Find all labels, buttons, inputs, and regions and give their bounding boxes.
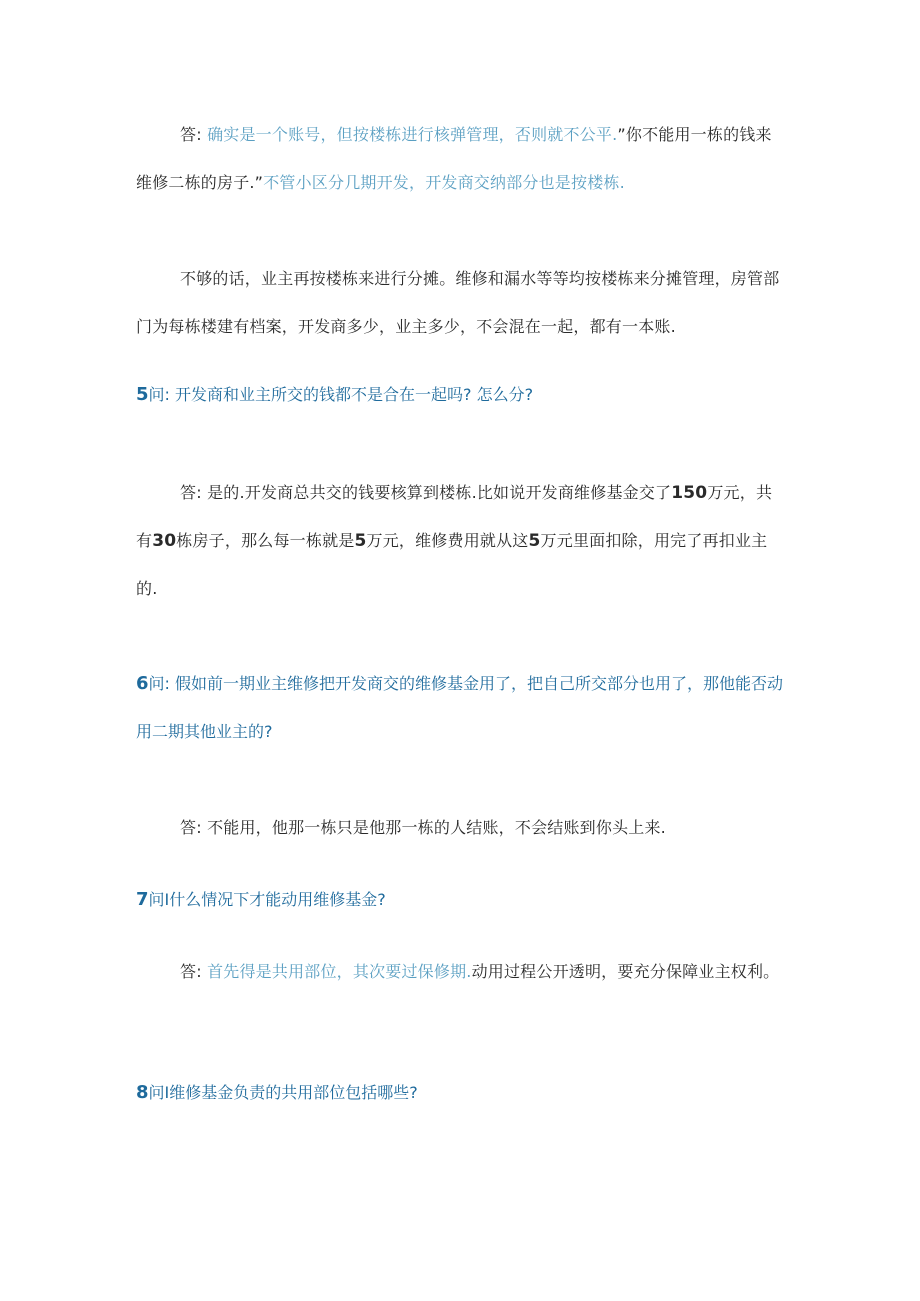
answer-paragraph-4 — [136, 111, 784, 207]
answer-6: 答: 不能用，他那一栋只是他那一栋的人结账，不会结账到你头上来. — [180, 818, 666, 837]
highlighted-text: 确实是一个账号，但按楼栋进行核弹管理，否则就不公平. — [207, 125, 618, 144]
question-number: 7 — [136, 889, 149, 910]
question-number: 5 — [136, 384, 149, 405]
answer-5 — [136, 469, 784, 613]
answer-prefix: 答: — [180, 125, 208, 144]
question-text: 问I什么情况下才能动用维修基金? — [148, 890, 386, 909]
continuation-paragraph: 不够的话，业主再按楼栋来进行分摊。维修和漏水等等均按楼栋来分摊管理，房管部门为每栋楼建有档案，开发商多少，业主多少，不会混在一起，都有一本账. — [136, 269, 780, 336]
highlighted-text: 不管小区分几期开发，开发商交纳部分也是按楼栋. — [263, 173, 625, 192]
building-count: 30 — [152, 531, 177, 551]
answer-7 — [136, 948, 784, 996]
answer-text: 万元，共有 — [136, 483, 773, 550]
question-7 — [136, 876, 784, 924]
question-5 — [136, 371, 784, 419]
answer-prefix: 答: — [180, 962, 208, 981]
amount-number: 5 — [354, 531, 367, 551]
amount-number: 150 — [671, 483, 708, 503]
answer-text: 动用过程公开透明，要充分保障业主权利。 — [471, 962, 780, 981]
highlighted-text: 首先得是共用部位，其次要过保修期. — [207, 962, 472, 981]
answer-text: 栋房子，那么每一栋就是 — [176, 531, 355, 550]
answer-text: 答: 是的.开发商总共交的钱要核算到楼栋.比如说开发商维修基金交了 — [180, 483, 672, 502]
answer-text: 万元里面扣除，用完了再扣业主的. — [136, 531, 768, 598]
question-6 — [136, 660, 784, 756]
answer-text: 万元，维修费用就从这 — [366, 531, 529, 550]
question-8 — [136, 1069, 784, 1117]
quoted-text: ”你不能用一栋的钱来维修二栋的房子.” — [136, 125, 772, 192]
question-number: 6 — [136, 673, 149, 694]
question-text: 问: 假如前一期业主维修把开发商交的维修基金用了，把自己所交部分也用了，那他能否动用二期其他业主的? — [136, 674, 784, 741]
amount-number: 5 — [528, 531, 541, 551]
question-text: 问: 开发商和业主所交的钱都不是合在一起吗? 怎么分? — [148, 385, 534, 404]
question-number: 8 — [136, 1082, 149, 1103]
question-text: 问I维修基金负责的共用部位包括哪些? — [148, 1083, 418, 1102]
